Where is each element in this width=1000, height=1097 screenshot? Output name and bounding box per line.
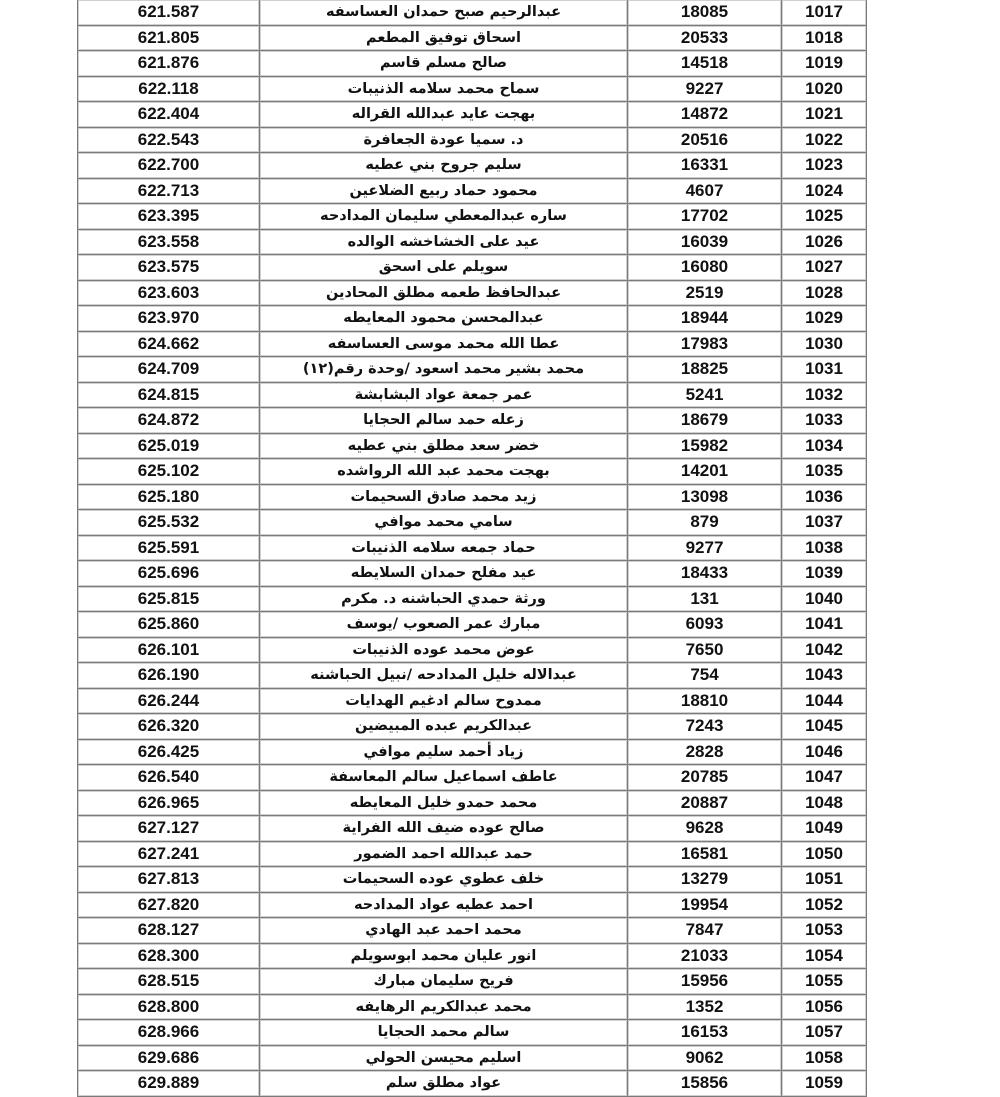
name-cell: عبدالكريم عبده المبيضين	[260, 714, 628, 740]
score-cell: 621.587	[78, 0, 260, 25]
table-row	[78, 943, 867, 969]
id-cell: 2828	[628, 739, 782, 765]
score-cell: 622.700	[78, 153, 260, 179]
name-cell: احمد عطيه عواد المدادحه	[260, 892, 628, 918]
name-cell: سامي محمد موافي	[260, 510, 628, 536]
table-row	[78, 790, 867, 816]
score-cell: 627.813	[78, 867, 260, 893]
table-row	[78, 561, 867, 587]
sequence-cell: 1030	[782, 331, 867, 357]
name-cell: عبدالمحسن محمود المعايطه	[260, 306, 628, 332]
sequence-cell: 1025	[782, 204, 867, 230]
sequence-cell: 1055	[782, 969, 867, 995]
results-table-body	[78, 0, 867, 1096]
id-cell: 1352	[628, 994, 782, 1020]
sequence-cell: 1032	[782, 382, 867, 408]
name-cell: خضر سعد مطلق بني عطيه	[260, 433, 628, 459]
sequence-cell: 1034	[782, 433, 867, 459]
name-cell: عواد مطلق سلم	[260, 1071, 628, 1097]
name-cell: ممدوح سالم ادغيم الهدايات	[260, 688, 628, 714]
id-cell: 16153	[628, 1020, 782, 1046]
sequence-cell: 1035	[782, 459, 867, 485]
sequence-cell: 1036	[782, 484, 867, 510]
table-row	[78, 1020, 867, 1046]
table-row	[78, 969, 867, 995]
name-cell: انور عليان محمد ابوسويلم	[260, 943, 628, 969]
id-cell: 18085	[628, 0, 782, 25]
table-row	[78, 1071, 867, 1097]
score-cell: 623.575	[78, 255, 260, 281]
name-cell: ورثة حمدي الحباشنه د. مكرم	[260, 586, 628, 612]
name-cell: محمد عبدالكريم الرهايفه	[260, 994, 628, 1020]
sequence-cell: 1029	[782, 306, 867, 332]
sequence-cell: 1024	[782, 178, 867, 204]
table-row	[78, 994, 867, 1020]
sequence-cell: 1021	[782, 102, 867, 128]
table-row	[78, 892, 867, 918]
name-cell: ساره عبدالمعطي سليمان المدادحه	[260, 204, 628, 230]
sequence-cell: 1018	[782, 25, 867, 51]
table-row	[78, 816, 867, 842]
name-cell: زيد محمد صادق السحيمات	[260, 484, 628, 510]
name-cell: عمر جمعة عواد البشابشة	[260, 382, 628, 408]
score-cell: 626.101	[78, 637, 260, 663]
table-row	[78, 306, 867, 332]
sequence-cell: 1041	[782, 612, 867, 638]
id-cell: 5241	[628, 382, 782, 408]
id-cell: 16331	[628, 153, 782, 179]
id-cell: 9277	[628, 535, 782, 561]
id-cell: 18944	[628, 306, 782, 332]
sequence-cell: 1053	[782, 918, 867, 944]
id-cell: 14518	[628, 51, 782, 77]
name-cell: عبدالرحيم صبح حمدان العساسفه	[260, 0, 628, 25]
score-cell: 629.889	[78, 1071, 260, 1097]
sequence-cell: 1028	[782, 280, 867, 306]
name-cell: بهجت محمد عبد الله الرواشده	[260, 459, 628, 485]
id-cell: 20533	[628, 25, 782, 51]
table-row	[78, 408, 867, 434]
score-cell: 625.180	[78, 484, 260, 510]
id-cell: 131	[628, 586, 782, 612]
score-cell: 622.118	[78, 76, 260, 102]
table-row	[78, 918, 867, 944]
id-cell: 7243	[628, 714, 782, 740]
name-cell: صالح عوده ضيف الله الفراية	[260, 816, 628, 842]
name-cell: بهجت عايد عبدالله القراله	[260, 102, 628, 128]
table-row	[78, 586, 867, 612]
name-cell: محمد احمد عبد الهادي	[260, 918, 628, 944]
id-cell: 15956	[628, 969, 782, 995]
score-cell: 628.966	[78, 1020, 260, 1046]
score-cell: 627.241	[78, 841, 260, 867]
table-row	[78, 153, 867, 179]
score-cell: 625.591	[78, 535, 260, 561]
id-cell: 4607	[628, 178, 782, 204]
sequence-cell: 1031	[782, 357, 867, 383]
id-cell: 15982	[628, 433, 782, 459]
table-row	[78, 331, 867, 357]
sequence-cell: 1040	[782, 586, 867, 612]
score-cell: 626.540	[78, 765, 260, 791]
id-cell: 18825	[628, 357, 782, 383]
name-cell: حماد جمعه سلامه الذنيبات	[260, 535, 628, 561]
table-row	[78, 535, 867, 561]
table-row	[78, 433, 867, 459]
table-row	[78, 204, 867, 230]
table-row	[78, 51, 867, 77]
table-row	[78, 382, 867, 408]
score-cell: 625.102	[78, 459, 260, 485]
id-cell: 754	[628, 663, 782, 689]
id-cell: 20516	[628, 127, 782, 153]
id-cell: 2519	[628, 280, 782, 306]
sequence-cell: 1026	[782, 229, 867, 255]
table-row	[78, 0, 867, 25]
id-cell: 19954	[628, 892, 782, 918]
score-cell: 626.244	[78, 688, 260, 714]
score-cell: 625.815	[78, 586, 260, 612]
table-row	[78, 127, 867, 153]
score-cell: 628.127	[78, 918, 260, 944]
score-cell: 628.800	[78, 994, 260, 1020]
name-cell: عبدالاله خليل المدادحه /نبيل الحباشنه	[260, 663, 628, 689]
name-cell: عيد على الخشاخشه الوالده	[260, 229, 628, 255]
score-cell: 625.696	[78, 561, 260, 587]
table-row	[78, 76, 867, 102]
id-cell: 17983	[628, 331, 782, 357]
name-cell: صالح مسلم قاسم	[260, 51, 628, 77]
table-row	[78, 688, 867, 714]
id-cell: 16581	[628, 841, 782, 867]
id-cell: 879	[628, 510, 782, 536]
score-cell: 627.820	[78, 892, 260, 918]
table-row	[78, 1045, 867, 1071]
id-cell: 9227	[628, 76, 782, 102]
sequence-cell: 1058	[782, 1045, 867, 1071]
name-cell: عبدالحافظ طعمه مطلق المحادين	[260, 280, 628, 306]
table-row	[78, 178, 867, 204]
name-cell: خلف عطوي عوده السحيمات	[260, 867, 628, 893]
name-cell: د. سميا عودة الجعافرة	[260, 127, 628, 153]
name-cell: اسليم محيسن الحولي	[260, 1045, 628, 1071]
score-cell: 626.425	[78, 739, 260, 765]
score-cell: 622.543	[78, 127, 260, 153]
id-cell: 17702	[628, 204, 782, 230]
sequence-cell: 1043	[782, 663, 867, 689]
score-cell: 623.395	[78, 204, 260, 230]
name-cell: محمد بشير محمد اسعود /وحدة رقم(١٢)	[260, 357, 628, 383]
table-row	[78, 280, 867, 306]
sequence-cell: 1038	[782, 535, 867, 561]
sequence-cell: 1054	[782, 943, 867, 969]
id-cell: 6093	[628, 612, 782, 638]
name-cell: زياد أحمد سليم موافي	[260, 739, 628, 765]
id-cell: 9628	[628, 816, 782, 842]
table-row	[78, 841, 867, 867]
id-cell: 7650	[628, 637, 782, 663]
table-row	[78, 867, 867, 893]
id-cell: 13279	[628, 867, 782, 893]
score-cell: 623.970	[78, 306, 260, 332]
id-cell: 14872	[628, 102, 782, 128]
table-row	[78, 510, 867, 536]
sequence-cell: 1050	[782, 841, 867, 867]
score-cell: 626.965	[78, 790, 260, 816]
score-cell: 624.815	[78, 382, 260, 408]
id-cell: 18679	[628, 408, 782, 434]
id-cell: 20785	[628, 765, 782, 791]
sequence-cell: 1045	[782, 714, 867, 740]
score-cell: 625.019	[78, 433, 260, 459]
sequence-cell: 1022	[782, 127, 867, 153]
id-cell: 18433	[628, 561, 782, 587]
name-cell: عاطف اسماعيل سالم المعاسفة	[260, 765, 628, 791]
name-cell: سالم محمد الحجايا	[260, 1020, 628, 1046]
score-cell: 627.127	[78, 816, 260, 842]
score-cell: 624.872	[78, 408, 260, 434]
table-row	[78, 357, 867, 383]
name-cell: سليم جروح بني عطيه	[260, 153, 628, 179]
sequence-cell: 1023	[782, 153, 867, 179]
sequence-cell: 1056	[782, 994, 867, 1020]
score-cell: 622.713	[78, 178, 260, 204]
score-cell: 625.860	[78, 612, 260, 638]
sequence-cell: 1042	[782, 637, 867, 663]
name-cell: عوض محمد عوده الذنيبات	[260, 637, 628, 663]
score-cell: 623.603	[78, 280, 260, 306]
score-cell: 621.876	[78, 51, 260, 77]
score-cell: 625.532	[78, 510, 260, 536]
score-cell: 624.709	[78, 357, 260, 383]
table-row	[78, 612, 867, 638]
sequence-cell: 1052	[782, 892, 867, 918]
score-cell: 629.686	[78, 1045, 260, 1071]
id-cell: 13098	[628, 484, 782, 510]
sequence-cell: 1020	[782, 76, 867, 102]
score-cell: 624.662	[78, 331, 260, 357]
table-row	[78, 484, 867, 510]
sequence-cell: 1046	[782, 739, 867, 765]
name-cell: سماح محمد سلامه الذنيبات	[260, 76, 628, 102]
table-row	[78, 459, 867, 485]
score-cell: 626.190	[78, 663, 260, 689]
id-cell: 9062	[628, 1045, 782, 1071]
id-cell: 15856	[628, 1071, 782, 1097]
name-cell: عطا الله محمد موسى العساسفه	[260, 331, 628, 357]
sequence-cell: 1037	[782, 510, 867, 536]
id-cell: 18810	[628, 688, 782, 714]
table-row	[78, 25, 867, 51]
table-row	[78, 637, 867, 663]
sequence-cell: 1039	[782, 561, 867, 587]
table-row	[78, 765, 867, 791]
id-cell: 16080	[628, 255, 782, 281]
table-row	[78, 739, 867, 765]
table-row	[78, 255, 867, 281]
sequence-cell: 1027	[782, 255, 867, 281]
name-cell: زعله حمد سالم الحجايا	[260, 408, 628, 434]
id-cell: 16039	[628, 229, 782, 255]
table-row	[78, 229, 867, 255]
sequence-cell: 1019	[782, 51, 867, 77]
sequence-cell: 1044	[782, 688, 867, 714]
name-cell: محمود حماد ربيع الضلاعين	[260, 178, 628, 204]
name-cell: اسحاق توفيق المطعم	[260, 25, 628, 51]
table-row	[78, 102, 867, 128]
score-cell: 621.805	[78, 25, 260, 51]
table-row	[78, 663, 867, 689]
table-row	[78, 714, 867, 740]
sequence-cell: 1048	[782, 790, 867, 816]
sequence-cell: 1051	[782, 867, 867, 893]
sequence-cell: 1059	[782, 1071, 867, 1097]
id-cell: 14201	[628, 459, 782, 485]
id-cell: 7847	[628, 918, 782, 944]
name-cell: فريح سليمان مبارك	[260, 969, 628, 995]
name-cell: عيد مفلح حمدان السلايطه	[260, 561, 628, 587]
score-cell: 626.320	[78, 714, 260, 740]
sequence-cell: 1033	[782, 408, 867, 434]
sequence-cell: 1057	[782, 1020, 867, 1046]
score-cell: 623.558	[78, 229, 260, 255]
name-cell: محمد حمدو خليل المعايطه	[260, 790, 628, 816]
score-cell: 628.515	[78, 969, 260, 995]
name-cell: حمد عبدالله احمد الضمور	[260, 841, 628, 867]
name-cell: سويلم على اسحق	[260, 255, 628, 281]
sequence-cell: 1047	[782, 765, 867, 791]
sequence-cell: 1049	[782, 816, 867, 842]
sequence-cell: 1017	[782, 0, 867, 25]
id-cell: 20887	[628, 790, 782, 816]
score-cell: 622.404	[78, 102, 260, 128]
name-cell: مبارك عمر الصعوب /يوسف	[260, 612, 628, 638]
results-table	[77, 0, 867, 1097]
id-cell: 21033	[628, 943, 782, 969]
score-cell: 628.300	[78, 943, 260, 969]
